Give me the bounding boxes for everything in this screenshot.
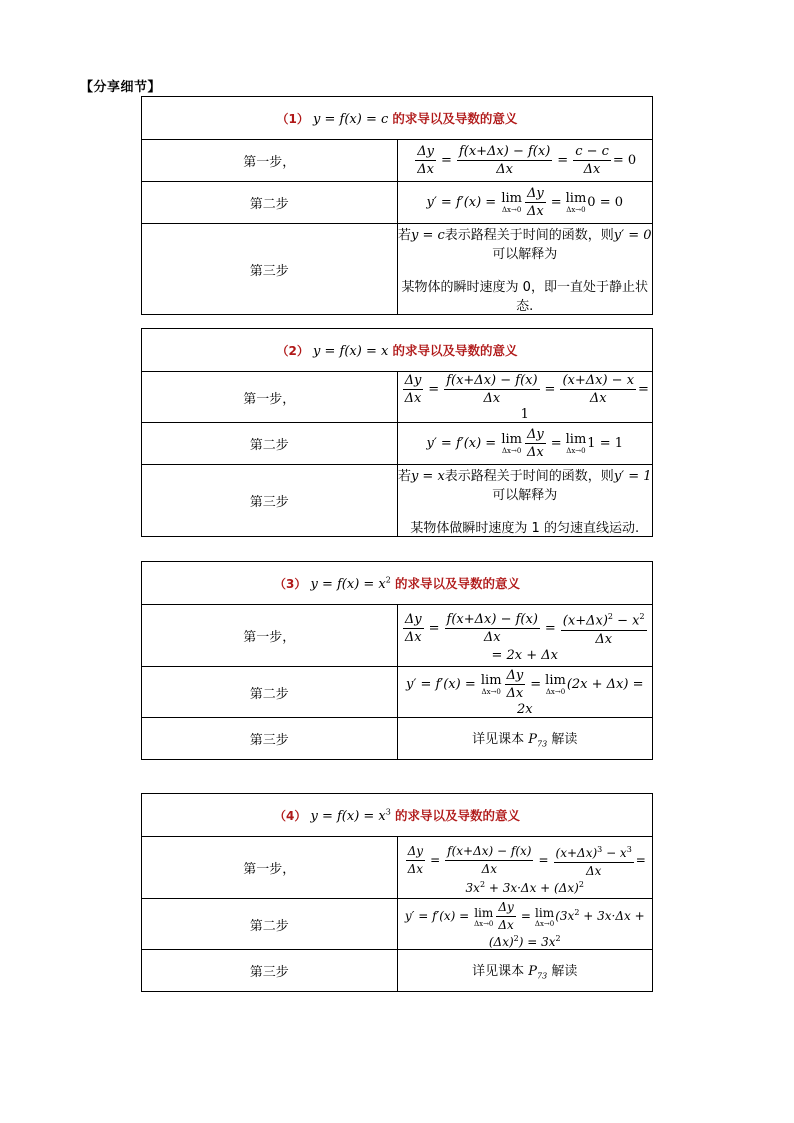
step-2-content: y′ = f′(x) = lim Δx→0 $\frac{\Delta y}{\Delta x}$ = lim Δx→0 1 = 1 <box>397 423 653 465</box>
step-2-content: y′ = f′(x) = lim Δx→0 $\frac{\Delta y}{\Delta x}$ = lim Δx→0 (2x + Δx) = 2x <box>397 667 653 718</box>
table-3-title: （3） $y = f(x) = x^2$ 的求导以及导数的意义 <box>142 562 653 605</box>
step-3-content: 详见课本 $P_{73}$ 解读 <box>397 950 653 992</box>
step-1-result: = 0 <box>612 153 637 168</box>
step-1-label: 第一步， <box>142 140 398 182</box>
step-2-label: 第二步 <box>142 899 398 950</box>
table-1-number: （1） <box>276 112 309 126</box>
derivative-table-4 <box>141 793 653 992</box>
step-3-label: 第三步 <box>142 950 398 992</box>
derivative-lhs: y′ = f′(x) = <box>426 195 497 210</box>
step-2-content: y′ = f′(x) = lim Δx→0 $\frac{\Delta y}{\Delta x}$ = lim Δx→0 0 = 0 <box>397 182 653 224</box>
table-2-title: （2） y = f(x) = x 的求导以及导数的意义 <box>142 329 653 372</box>
step-2-content: y′ = f′(x) = lim Δx→0 $\frac{\Delta y}{\Delta x}$ = lim Δx→0 $(3x^2 + 3x\cdot\Delta x + (\Delta x)^2) = 3x^2$ <box>397 899 653 950</box>
step-1-label: 第一步， <box>142 837 398 899</box>
derivative-table-1 <box>141 96 653 315</box>
table-1-formula: y = f(x) = c <box>313 112 389 127</box>
step-3-explanation: 某物体的瞬时速度为 0，即一直处于静止状态. <box>401 280 648 314</box>
derivative-table-2 <box>141 328 653 537</box>
section-title: 【分享细节】 <box>80 80 162 95</box>
step-1-label: 第一步， <box>142 372 398 423</box>
step-3-content: 若y = x表示路程关于时间的函数，则y′ = 1可以解释为 某物体做瞬时速度为 1 的匀速直线运动. <box>397 465 653 537</box>
step-3-content: 详见课本 $P_{73}$ 解读 <box>397 718 653 760</box>
step-3-label: 第三步 <box>142 224 398 315</box>
table-1-title-text: 的求导以及导数的意义 <box>392 111 518 126</box>
table-1-title <box>142 97 653 140</box>
delta-quotient: $\frac{\Delta y}{\Delta x}$ <box>417 144 435 177</box>
substituted-quotient: $\frac{c - c}{\Delta x}$ <box>575 144 609 177</box>
step-2-result: 0 = 0 <box>587 195 623 210</box>
step-2-label: 第二步 <box>142 667 398 718</box>
step-3-label: 第三步 <box>142 718 398 760</box>
step-3-content: 若y = c表示路程关于时间的函数，则y′ = 0可以解释为 某物体的瞬时速度为 0，即一直处于静止状态. <box>397 224 653 315</box>
step-1-content: $\frac{\Delta y}{\Delta x}$ = $\frac{f(x+\Delta x) - f(x)}{\Delta x}$ = $\frac{(x+\Delta x)^2 - x^2}{\Delta x}$ = 2x + Δx <box>397 605 653 667</box>
table-4-title: （4） $y = f(x) = x^3$ 的求导以及导数的意义 <box>142 794 653 837</box>
difference-quotient: $\frac{f(x+\Delta x) - f(x)}{\Delta x}$ <box>458 144 551 177</box>
step-1-content: $\frac{\Delta y}{\Delta x}$ = $\frac{f(x+\Delta x) - f(x)}{\Delta x}$ = $\frac{(x+\Delta x) - x}{\Delta x}$ = 1 <box>397 372 653 423</box>
step-1-content: $\frac{\Delta y}{\Delta x}$ = $\frac{f(x+\Delta x) - f(x)}{\Delta x}$ = $\frac{c - c}{\Delta x}$ = 0 <box>397 140 653 182</box>
step-2-label: 第二步 <box>142 182 398 224</box>
derivative-table-3 <box>141 561 653 760</box>
step-3-label: 第三步 <box>142 465 398 537</box>
limit: lim Δx→0 <box>501 190 522 214</box>
step-2-label: 第二步 <box>142 423 398 465</box>
step-1-content: $\frac{\Delta y}{\Delta x}$ = $\frac{f(x+\Delta x) - f(x)}{\Delta x}$ = $\frac{(x+\Delta x)^3 - x^3}{\Delta x}$ = $3x^2 + 3x\cdot\Delta x + (\Delta x)^2$ <box>397 837 653 899</box>
step-1-label: 第一步， <box>142 605 398 667</box>
